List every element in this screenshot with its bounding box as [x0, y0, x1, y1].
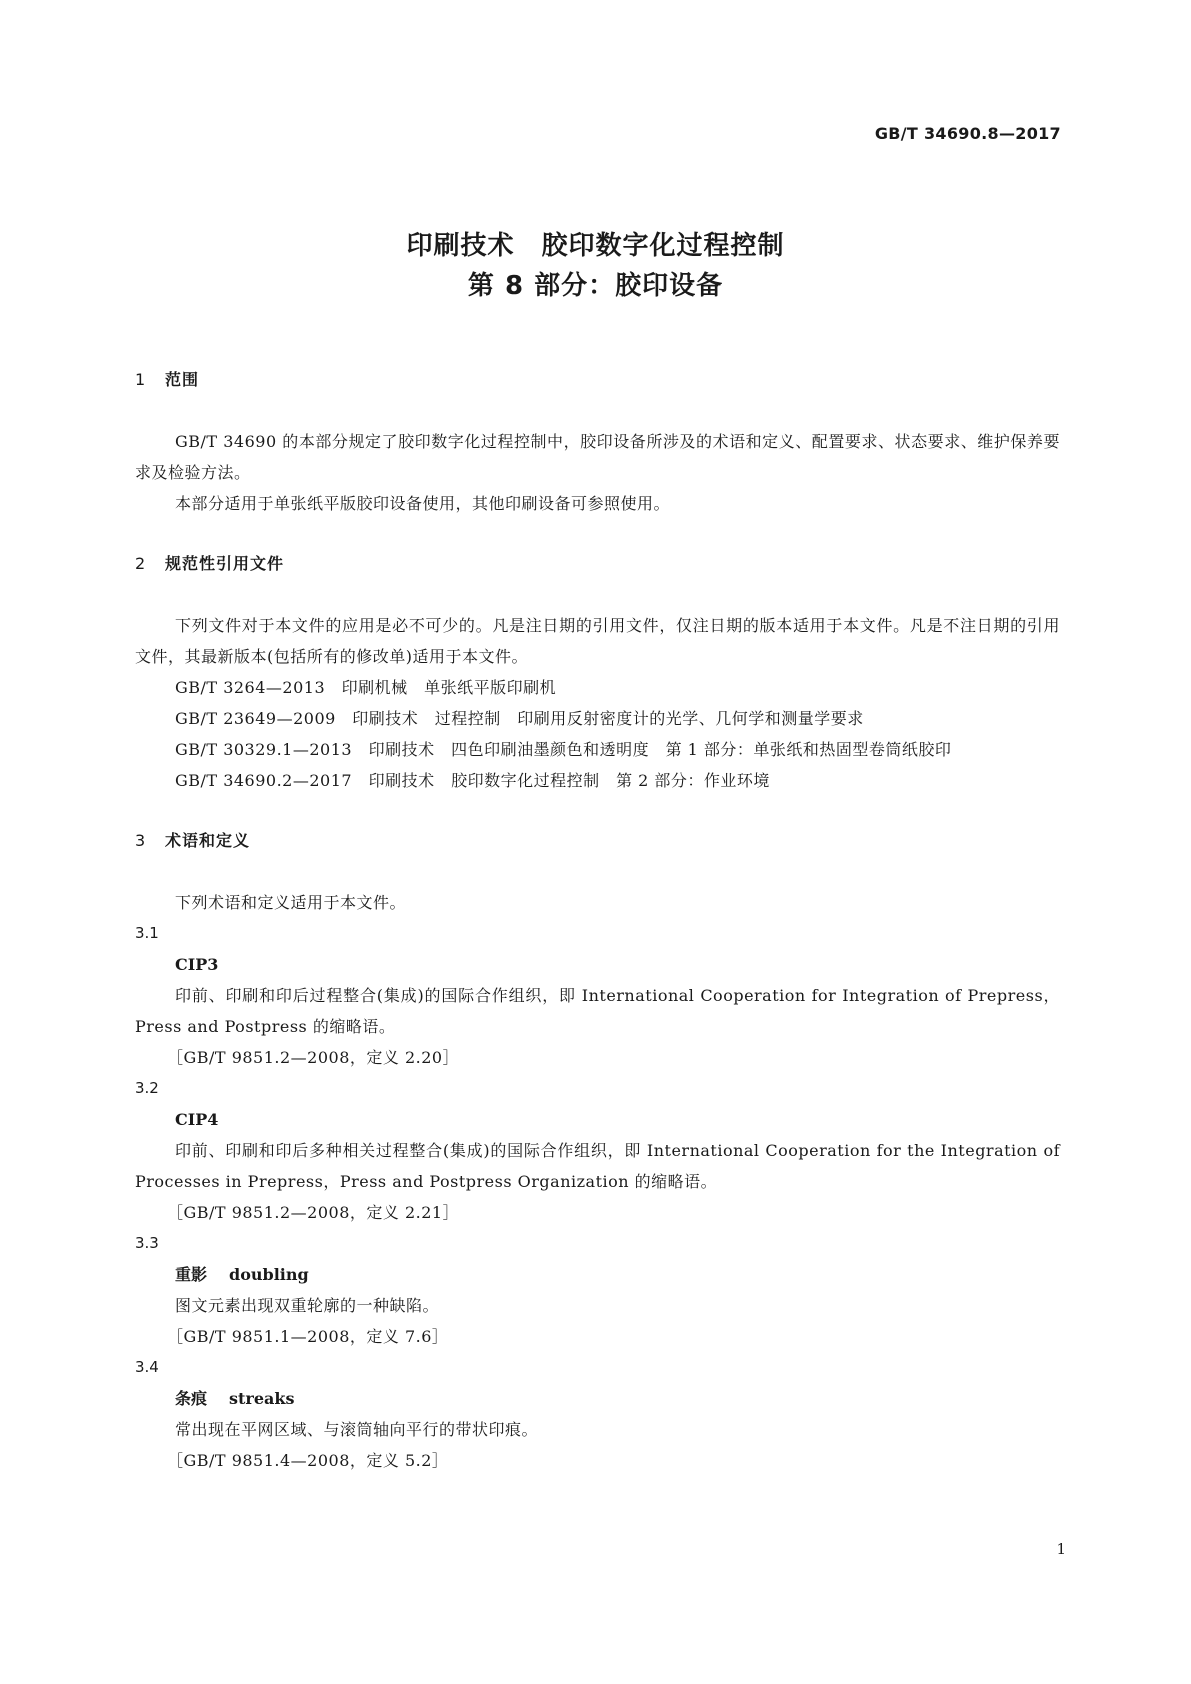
- term-name: [135, 1383, 1060, 1414]
- term-number: 3.4: [135, 1358, 159, 1376]
- term-source: ［GB/T 9851.4—2008，定义 5.2］: [167, 1451, 449, 1470]
- term-name-en: streaks: [229, 1389, 295, 1408]
- term-name-zh: 条痕: [175, 1389, 208, 1408]
- terms-intro: 下列术语和定义适用于本文件。: [175, 893, 407, 912]
- reference-item: GB/T 23649—2009 印刷技术 过程控制 印刷用反射密度计的光学、几何学和测量学要求: [175, 709, 864, 728]
- section-3-number: 3: [135, 831, 147, 850]
- term-number: 3.3: [135, 1234, 159, 1252]
- document-title: [0, 226, 1191, 306]
- section-3-heading: [135, 826, 1060, 856]
- term-name-zh: CIP4: [175, 1110, 219, 1129]
- section-3-title: 术语和定义: [165, 831, 251, 850]
- term-source: ［GB/T 9851.2—2008，定义 2.20］: [167, 1048, 460, 1067]
- term-definition: 常出现在平网区域、与滚筒轴向平行的带状印痕。: [175, 1420, 539, 1439]
- section-1-number: 1: [135, 370, 147, 389]
- reference-item: GB/T 30329.1—2013 印刷技术 四色印刷油墨颜色和透明度 第 1 部分：单张纸和热固型卷筒纸胶印: [175, 740, 952, 759]
- section-1-title: 范围: [165, 370, 200, 389]
- section-1-heading: [135, 365, 1060, 395]
- term-name-zh: CIP3: [175, 955, 219, 974]
- standard-number: GB/T 34690.8—2017: [874, 124, 1061, 143]
- term-definition: 图文元素出现双重轮廓的一种缺陷。: [175, 1296, 440, 1315]
- term-number: 3.1: [135, 924, 159, 942]
- section-2-heading: [135, 549, 1060, 579]
- page-number: 1: [1056, 1540, 1066, 1558]
- title-line-2: 第 8 部分：胶印设备: [467, 271, 724, 301]
- term-definition: 印前、印刷和印后过程整合(集成)的国际合作组织，即 International Cooperation for Integration of Prepress，Press and Postpress 的缩略语。: [135, 986, 1060, 1036]
- scope-paragraph-2: 本部分适用于单张纸平版胶印设备使用，其他印刷设备可参照使用。: [175, 494, 671, 513]
- section-2-number: 2: [135, 554, 147, 573]
- term-name-zh: 重影: [175, 1265, 208, 1284]
- title-line-1: 印刷技术 胶印数字化过程控制: [406, 231, 785, 261]
- term-number: 3.2: [135, 1079, 159, 1097]
- reference-item: GB/T 3264—2013 印刷机械 单张纸平版印刷机: [175, 678, 557, 697]
- reference-item: GB/T 34690.2—2017 印刷技术 胶印数字化过程控制 第 2 部分：作业环境: [175, 771, 770, 790]
- term-source: ［GB/T 9851.2—2008，定义 2.21］: [167, 1203, 460, 1222]
- scope-paragraph-1: GB/T 34690 的本部分规定了胶印数字化过程控制中，胶印设备所涉及的术语和定义、配置要求、状态要求、维护保养要求及检验方法。: [135, 432, 1060, 482]
- term-name: [135, 1104, 1060, 1135]
- references-intro: 下列文件对于本文件的应用是必不可少的。凡是注日期的引用文件，仅注日期的版本适用于本文件。凡是不注日期的引用文件，其最新版本(包括所有的修改单)适用于本文件。: [135, 616, 1060, 666]
- term-definition: 印前、印刷和印后多种相关过程整合(集成)的国际合作组织，即 International Cooperation for the Integration of Processes in Prepress，Press and Postpress Organization 的缩略语。: [135, 1141, 1060, 1191]
- term-name-en: doubling: [229, 1265, 309, 1284]
- term-name: [135, 949, 1060, 980]
- term-source: ［GB/T 9851.1—2008，定义 7.6］: [167, 1327, 449, 1346]
- section-2-title: 规范性引用文件: [165, 554, 285, 573]
- document-body: [135, 365, 1060, 1476]
- term-name: [135, 1259, 1060, 1290]
